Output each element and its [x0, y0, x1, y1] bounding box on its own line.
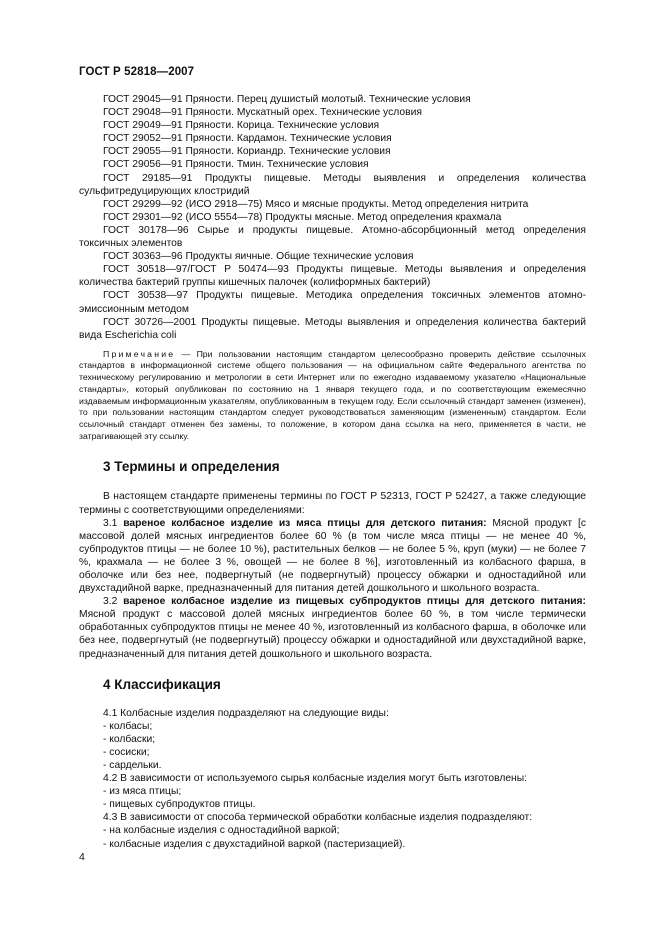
- list-item: - колбаски;: [103, 733, 156, 745]
- list-item: - сосиски;: [103, 746, 150, 758]
- reference-item: ГОСТ 30726—2001 Продукты пищевые. Методы выявления и определения количества бактерий вида Escherichia coli: [79, 316, 586, 341]
- normative-references: [79, 93, 586, 342]
- page-header: ГОСТ Р 52818—2007: [79, 66, 195, 78]
- list-item: - пищевых субпродуктов птицы.: [103, 799, 256, 811]
- term-definition: Мясной продукт с массовой долей мясных ингредиентов более 60 %, в том числе термически обработанных субпродуктов птицы не менее 40 %, изготовленный из колбасного фарша, в оболочке или без нее, подвергнутый (не подвергнутый) процессу обжарки и одностадийной или двухстадийной варке, предназначенный для питания детей дошкольного и школьного возраста.: [79, 609, 586, 660]
- reference-item: ГОСТ 30518—97/ГОСТ Р 50474—93 Продукты пищевые. Методы выявления и определения количества бактерий группы кишечных палочек (колиформных бактерий): [79, 264, 586, 289]
- reference-item: ГОСТ 29055—91 Пряности. Кориандр. Технические условия: [103, 146, 391, 158]
- reference-item: ГОСТ 29049—91 Пряности. Корица. Технические условия: [103, 120, 380, 132]
- list-item: - колбасные изделия с двухстадийной варкой (пастеризацией).: [103, 838, 406, 850]
- reference-note: [79, 349, 586, 443]
- term-number: 3.1: [103, 517, 124, 529]
- reference-item: ГОСТ 29048—91 Пряности. Мускатный орех. Технические условия: [103, 107, 422, 119]
- reference-item: ГОСТ 29185—91 Продукты пищевые. Методы выявления и определения количества сульфитредуцирующих клостридий: [79, 172, 586, 197]
- note-text: — При пользовании настоящим стандартом целесообразно проверить действие ссылочных стандартов в информационной системе общего пользования — на официальном сайте Федерального агентства по техническому регулированию и метрологии в сети Интернет или по ежегодно издаваемому указателю «Национальные стандарты», который опубликован по состоянию на 1 января текущего года, и по соответствующим ежемесячно издаваемым информационным указателям, опубликованным в текущем году. Если ссылочный стандарт заменен (изменен), то при пользовании настоящим стандартом следует руководствоваться заменяющим (измененным) стандартом. Если ссылочный стандарт отменен без замены, то положение, в котором дана ссылка на него, применяется в части, не затрагивающей эту ссылку.: [79, 348, 586, 441]
- page-number: 4: [79, 851, 85, 863]
- term-3-1: [79, 517, 586, 596]
- list-item: - сардельки.: [103, 760, 162, 771]
- list-item: - на колбасные изделия с одностадийной варкой;: [103, 825, 340, 837]
- term-3-2: [79, 595, 586, 660]
- section-3-intro: В настоящем стандарте применены термины по ГОСТ Р 52313, ГОСТ Р 52427, а также следующие термины с соответствующими определениями:: [79, 491, 586, 516]
- classification: [79, 707, 586, 851]
- clause-4-3: 4.3 В зависимости от способа термической обработки колбасные изделия подразделяют:: [103, 812, 533, 824]
- section-4-heading: 4 Классификация: [103, 676, 221, 692]
- reference-item: ГОСТ 29301—92 (ИСО 5554—78) Продукты мясные. Метод определения крахмала: [103, 211, 502, 223]
- term-title: вареное колбасное изделие из пищевых субпродуктов птицы для детского питания:: [123, 596, 586, 608]
- list-item: - из мяса птицы;: [103, 786, 182, 798]
- term-title: вареное колбасное изделие из мяса птицы для детского питания:: [123, 517, 487, 529]
- reference-item: ГОСТ 29052—91 Пряности. Кардамон. Технические условия: [103, 133, 392, 145]
- clause-4-1: 4.1 Колбасные изделия подразделяют на следующие виды:: [103, 707, 389, 719]
- reference-item: ГОСТ 29045—91 Пряности. Перец душистый молотый. Технические условия: [103, 94, 471, 105]
- note-label: Примечание: [103, 348, 176, 359]
- reference-item: ГОСТ 30538—97 Продукты пищевые. Методика определения токсичных элементов атомно-эмиссионным методом: [79, 290, 586, 315]
- reference-item: ГОСТ 29299—92 (ИСО 2918—75) Мясо и мясные продукты. Метод определения нитрита: [103, 198, 529, 210]
- clause-4-2: 4.2 В зависимости от используемого сырья колбасные изделия могут быть изготовлены:: [103, 773, 527, 785]
- section-3-heading: 3 Термины и определения: [103, 459, 280, 475]
- page-content: [79, 93, 586, 851]
- reference-item: ГОСТ 29056—91 Пряности. Тмин. Технические условия: [103, 159, 369, 171]
- term-definition: Мясной продукт [с массовой долей мясных ингредиентов более 60 % (в том числе мяса птицы — не менее 40 %, субпродуктов птицы — не более 10 %), растительных белков — не более 5 %, круп (муки) — не более 7 %, крахмала — не более 3 %, овощей — не более 8 %], изготовленный из колбасного фарша, в оболочке или без нее, подвергнутый (не подвергнутый) процессу обжарки и одностадийной или двухстадийной варке, предназначенный для питания детей дошкольного и школьного возраста.: [79, 517, 586, 595]
- list-item: - колбасы;: [103, 720, 153, 732]
- term-number: 3.2: [103, 596, 124, 608]
- reference-item: ГОСТ 30178—96 Сырье и продукты пищевые. Атомно-абсорбционный метод определения токсичных элементов: [79, 224, 586, 250]
- reference-item: ГОСТ 30363—96 Продукты яичные. Общие технические условия: [103, 251, 414, 263]
